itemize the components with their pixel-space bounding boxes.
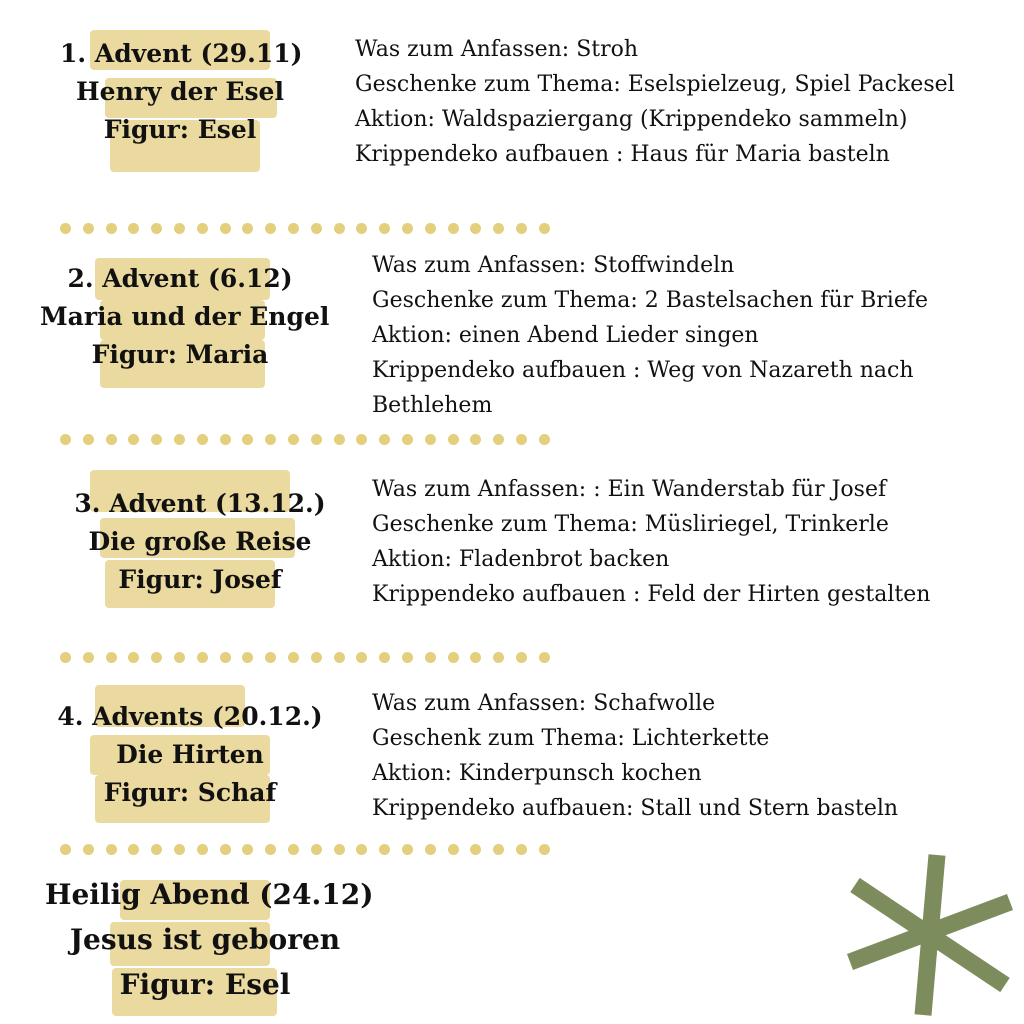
advent-theme: Die Hirten [116, 740, 264, 769]
dotted-divider [60, 221, 550, 235]
dotted-divider [60, 650, 550, 664]
advent-theme: Maria und der Engel [40, 302, 330, 331]
asterisk-star-icon [845, 850, 1015, 1020]
advent-figure: Figur: Esel [119, 968, 291, 1001]
detail-action: Aktion: Fladenbrot backen [372, 547, 670, 572]
detail-action: Aktion: Waldspaziergang (Krippendeko sammeln) [355, 107, 908, 132]
detail-gifts: Geschenke zum Thema: Müsliriegel, Trinkerle [372, 512, 889, 537]
advent-title: 2. Advent (6.12) [67, 264, 293, 293]
advent-figure: Figur: Schaf [103, 778, 277, 807]
detail-touch: Was zum Anfassen: : Ein Wanderstab für Josef [372, 477, 887, 502]
advent-heading [60, 485, 340, 599]
detail-gifts: Geschenk zum Thema: Lichterkette [372, 726, 770, 751]
advent-title: Heilig Abend (24.12) [45, 878, 374, 911]
advent-details [372, 686, 898, 826]
detail-deco: Krippendeko aufbauen: Stall und Stern basteln [372, 796, 899, 821]
detail-touch: Was zum Anfassen: Schafwolle [372, 691, 716, 716]
advent-theme: Henry der Esel [76, 77, 284, 106]
detail-gifts: Geschenke zum Thema: 2 Bastelsachen für Briefe [372, 288, 929, 313]
detail-deco: Krippendeko aufbauen : Weg von Nazareth nach [372, 358, 914, 383]
detail-touch: Was zum Anfassen: Stroh [355, 37, 639, 62]
dotted-divider [60, 432, 550, 446]
detail-action: Aktion: einen Abend Lieder singen [372, 323, 759, 348]
detail-touch: Was zum Anfassen: Stoffwindeln [372, 253, 735, 278]
advent-figure: Figur: Maria [91, 340, 269, 369]
advent-theme: Die große Reise [88, 527, 312, 556]
dotted-divider [60, 842, 550, 856]
detail-deco: Krippendeko aufbauen : Feld der Hirten gestalten [372, 582, 931, 607]
advent-heading [60, 35, 303, 149]
advent-details [372, 248, 928, 423]
detail-deco: Krippendeko aufbauen : Haus für Maria basteln [355, 142, 890, 167]
advent-figure: Figur: Esel [103, 115, 257, 144]
advent-details [372, 472, 930, 612]
advent-title: 4. Advents (20.12.) [57, 702, 323, 731]
detail-deco-cont: Bethlehem [372, 393, 493, 418]
detail-gifts: Geschenke zum Thema: Eselspielzeug, Spiel Packesel [355, 72, 955, 97]
advent-heading [50, 698, 330, 812]
advent-theme: Jesus ist geboren [69, 923, 341, 956]
advent-heading [40, 260, 330, 374]
advent-details [355, 32, 955, 172]
advent-figure: Figur: Josef [118, 565, 282, 594]
advent-title: 3. Advent (13.12.) [74, 489, 326, 518]
detail-action: Aktion: Kinderpunsch kochen [372, 761, 702, 786]
advent-title: 1. Advent (29.11) [60, 39, 303, 68]
advent-heading [45, 872, 374, 1007]
